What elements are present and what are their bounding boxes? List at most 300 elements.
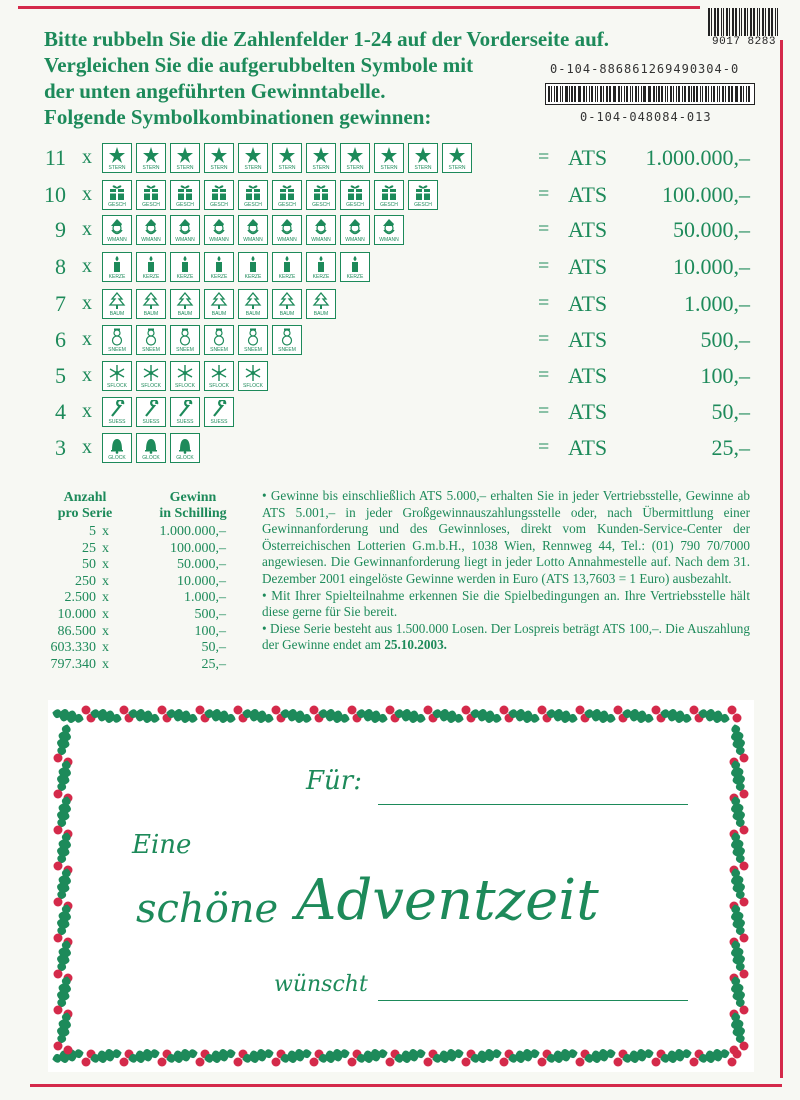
holly-leaf xyxy=(393,707,427,726)
holly-berry xyxy=(462,1058,471,1067)
holly-berry xyxy=(424,1058,433,1067)
holly-leaf xyxy=(621,707,655,726)
symbol-tiles xyxy=(102,433,200,463)
symbol-label: WMANN xyxy=(243,237,263,243)
holly-berry xyxy=(54,898,63,907)
prize-row xyxy=(40,397,760,429)
symbol-tile xyxy=(136,361,166,391)
bell-icon xyxy=(108,436,126,454)
symbol-label: KERZE xyxy=(142,274,160,280)
equals-sign: = xyxy=(538,364,550,386)
ticket-count: 2.500 xyxy=(64,590,96,606)
holly-leaf xyxy=(431,1047,465,1066)
symbol-label: BAUM xyxy=(245,311,261,317)
currency: ATS xyxy=(568,145,608,170)
for-line[interactable] xyxy=(378,804,688,805)
prize-row xyxy=(40,180,760,212)
small-barcode xyxy=(708,8,780,48)
holly-berry xyxy=(500,706,509,715)
payout-end-date: 25.10.2003. xyxy=(384,637,447,653)
symbol-tile xyxy=(306,143,336,173)
barcode-bar xyxy=(746,86,747,102)
equals-sign: = xyxy=(538,436,550,458)
symbol-tile xyxy=(102,289,132,319)
prize-value: 100,– xyxy=(194,623,226,639)
prize-amount: 50,– xyxy=(711,399,750,424)
holly-berry xyxy=(310,706,319,715)
barcode-bar xyxy=(740,86,742,102)
odds-table xyxy=(44,490,244,673)
gift-icon xyxy=(312,183,330,201)
symbol-label: GESCH xyxy=(210,202,228,208)
prize-value: 10.000,– xyxy=(177,573,226,589)
symbol-tile xyxy=(306,252,336,282)
star-icon xyxy=(414,146,432,164)
snowflake-icon xyxy=(176,364,194,382)
barcode-bar xyxy=(670,86,672,102)
times-sign: x xyxy=(82,292,92,314)
barcode-number: 9017 8283 xyxy=(712,36,776,48)
symbol-label: SUESS xyxy=(142,419,160,425)
equals-sign: = xyxy=(538,146,550,168)
barcode-bar xyxy=(578,86,579,102)
barcode-bar xyxy=(673,86,674,102)
symbol-tile xyxy=(204,397,234,427)
holly-berry xyxy=(82,1058,91,1067)
symbol-label: WMANN xyxy=(379,237,399,243)
ticket-count: 86.500 xyxy=(57,623,96,639)
prize-column-header xyxy=(149,490,237,522)
ticket-count: 25 xyxy=(82,540,96,556)
symbol-tile xyxy=(136,143,166,173)
symbol-tile xyxy=(374,180,404,210)
barcode-bar xyxy=(609,86,611,102)
symbol-label: GLOCK xyxy=(142,455,160,461)
holly-leaf xyxy=(355,1047,389,1066)
barcode-bar xyxy=(632,86,633,102)
symbol-tiles xyxy=(102,361,268,391)
barcode-bar xyxy=(693,86,694,102)
symbol-tile xyxy=(102,361,132,391)
holly-berry xyxy=(728,706,737,715)
symbol-label: GESCH xyxy=(278,202,296,208)
symbol-tile xyxy=(306,289,336,319)
times-sign: x xyxy=(82,328,92,350)
symbol-tile xyxy=(272,325,302,355)
currency: ATS xyxy=(568,291,608,316)
greeting-eine: Eine xyxy=(132,830,192,860)
star-icon xyxy=(244,146,262,164)
tree-icon xyxy=(108,292,126,310)
holly-leaf xyxy=(507,1047,541,1066)
barcode-bar xyxy=(691,86,692,102)
candy-icon xyxy=(142,400,160,418)
barcode-bar xyxy=(775,8,776,36)
equals-sign: = xyxy=(538,328,550,350)
symbol-tile xyxy=(204,215,234,245)
holly-berry xyxy=(730,1046,739,1055)
barcode-bar xyxy=(721,8,722,36)
symbol-label: SNEEM xyxy=(108,347,126,353)
prize-row xyxy=(40,215,760,247)
symbol-tile xyxy=(306,215,336,245)
barcode-bar xyxy=(711,8,712,36)
symbol-label: STERN xyxy=(380,165,398,171)
holly-berry xyxy=(500,1058,509,1067)
barcode-bar xyxy=(777,8,779,36)
currency: ATS xyxy=(568,254,608,279)
symbol-label: GLOCK xyxy=(176,455,194,461)
holly-leaf xyxy=(241,1047,275,1066)
barcode-bar xyxy=(606,86,607,102)
holly-leaf xyxy=(659,707,693,726)
holly-berry xyxy=(424,706,433,715)
equals-sign: = xyxy=(538,218,550,240)
star-icon xyxy=(448,146,466,164)
holly-berry xyxy=(740,790,749,799)
barcode-bar xyxy=(614,86,615,102)
bottom-red-edge xyxy=(30,1084,782,1087)
equals-sign: = xyxy=(538,292,550,314)
holly-leaf xyxy=(583,707,617,726)
barcode-bar xyxy=(771,8,773,36)
symbol-label: STERN xyxy=(210,165,228,171)
instruction-line: Bitte rubbeln Sie die Zahlenfelder 1-24 auf der Vorderseite auf. xyxy=(44,27,610,51)
barcode-bar xyxy=(586,86,587,102)
barcode-bar xyxy=(728,86,729,102)
greeting-schoene: schöne xyxy=(136,886,279,932)
barcode-bar xyxy=(562,86,563,102)
barcode-bar xyxy=(736,86,737,102)
symbol-tile xyxy=(374,215,404,245)
prize-value: 500,– xyxy=(194,606,226,622)
barcode-bar xyxy=(574,86,576,102)
symbol-tiles xyxy=(102,397,234,427)
barcode-bar xyxy=(739,8,740,36)
holly-leaf xyxy=(697,1047,731,1066)
prize-row xyxy=(40,325,760,357)
star-icon xyxy=(210,146,228,164)
holly-leaf xyxy=(89,1047,123,1066)
prize-value: 1.000.000,– xyxy=(159,524,226,539)
barcode-bar xyxy=(717,86,718,102)
symbol-label: BAUM xyxy=(313,311,329,317)
holly-leaf xyxy=(431,707,465,726)
symbol-label: GESCH xyxy=(380,202,398,208)
barcode-bar xyxy=(713,86,715,102)
symbol-tile xyxy=(272,180,302,210)
barcode-bar xyxy=(719,86,720,102)
barcode-bar xyxy=(757,8,758,36)
prize-amount: 10.000,– xyxy=(673,254,750,279)
snowflake-icon xyxy=(244,364,262,382)
symbol-label: WMANN xyxy=(277,237,297,243)
prize-value: 50.000,– xyxy=(177,557,226,573)
barcode-bar xyxy=(747,8,748,36)
times-sign: x xyxy=(102,640,109,656)
barcode-bar xyxy=(595,86,596,102)
holly-berry xyxy=(740,862,749,871)
barcode-bar xyxy=(711,86,712,102)
holly-berry xyxy=(576,1058,585,1067)
header-line: in Schilling xyxy=(159,506,227,521)
symbol-count: 10 xyxy=(44,182,66,207)
symbol-tile xyxy=(204,180,234,210)
instructions-heading xyxy=(44,26,610,130)
prize-row xyxy=(40,361,760,393)
symbol-tile xyxy=(170,215,200,245)
ticket-count: 250 xyxy=(75,573,96,589)
symbol-count: 7 xyxy=(55,291,66,316)
holly-leaf xyxy=(165,1047,199,1066)
candy-icon xyxy=(210,400,228,418)
prize-amount: 500,– xyxy=(700,327,750,352)
symbol-count: 8 xyxy=(55,254,66,279)
ticket-count: 50 xyxy=(82,557,96,573)
symbol-label: WMANN xyxy=(175,237,195,243)
symbol-label: GLOCK xyxy=(108,455,126,461)
candle-icon xyxy=(108,255,126,273)
barcode-bar xyxy=(624,86,625,102)
santa-icon xyxy=(108,218,126,236)
barcode-bar xyxy=(750,8,752,36)
symbol-tile xyxy=(136,180,166,210)
gift-icon xyxy=(380,183,398,201)
holly-leaf xyxy=(621,1047,655,1066)
symbol-label: GESCH xyxy=(142,202,160,208)
times-sign: x xyxy=(102,623,109,639)
instruction-line: der unten angeführten Gewinntabelle. xyxy=(44,79,386,103)
symbol-label: SFLOCK xyxy=(140,383,161,389)
currency: ATS xyxy=(568,327,608,352)
prize-row xyxy=(40,143,760,175)
barcode-bar xyxy=(591,86,593,102)
odds-table-header xyxy=(44,490,244,524)
symbol-label: KERZE xyxy=(244,274,262,280)
barcode-bar xyxy=(600,86,602,102)
candle-icon xyxy=(142,255,160,273)
symbol-tile xyxy=(204,289,234,319)
barcode-bar xyxy=(759,8,761,36)
symbol-label: KERZE xyxy=(108,274,126,280)
count-column-header xyxy=(44,490,126,522)
times-sign: x xyxy=(82,364,92,386)
holly-leaf xyxy=(545,1047,579,1066)
times-sign: x xyxy=(82,436,92,458)
symbol-label: SNEEM xyxy=(278,347,296,353)
santa-icon xyxy=(346,218,364,236)
symbol-tile xyxy=(136,215,166,245)
barcode-bar xyxy=(643,86,645,102)
candle-icon xyxy=(312,255,330,273)
barcode-bar xyxy=(635,86,637,102)
symbol-tile xyxy=(136,433,166,463)
barcode-bar xyxy=(569,86,570,102)
symbol-count: 5 xyxy=(55,363,66,388)
candle-icon xyxy=(244,255,262,273)
barcode-bar xyxy=(688,86,690,102)
barcode-bars xyxy=(548,86,752,102)
barcode-bar xyxy=(556,86,558,102)
symbol-tiles xyxy=(102,252,370,282)
symbol-tile xyxy=(204,252,234,282)
symbol-label: GESCH xyxy=(312,202,330,208)
symbol-tile xyxy=(238,361,268,391)
symbol-tile xyxy=(306,180,336,210)
holly-berry xyxy=(386,706,395,715)
symbol-label: BAUM xyxy=(211,311,227,317)
barcode-bar xyxy=(723,8,725,36)
barcode-bar xyxy=(768,8,770,36)
symbol-tiles xyxy=(102,325,302,355)
gift-icon xyxy=(346,183,364,201)
odds-rows xyxy=(44,524,244,673)
odds-row xyxy=(44,640,244,657)
holly-leaf xyxy=(317,1047,351,1066)
barcode-bar xyxy=(684,86,685,102)
ticket-count: 5 xyxy=(89,524,96,539)
symbol-label: SFLOCK xyxy=(208,383,229,389)
terms-paragraph: • Gewinne bis einschließlich ATS 5.000,– erhalten Sie in jeder Vertriebsstelle, Gewinne ab ATS 5.001,– in jeder Großgewinnauszahlungsstelle oder, nach Übermittlung einer Gewinnanforderung und des Gewinnloses, direkt vom Kunden-Service-Center der Österreichischen Lotterien G.m.b.H., 1038 Wien, Rennweg 44, Tel.: (01) 790 70/7000 angewiesen. Die Gewinnanforderung liegt in jeder Lotto Annahmestelle auf. Nach dem 31. Dezember 2001 eingelöste Gewinne werden in Euro (ATS 13,7603 = 1 Euro) ausbezahlt. xyxy=(262,488,750,586)
symbol-tile xyxy=(102,143,132,173)
star-icon xyxy=(312,146,330,164)
barcode-bar xyxy=(682,86,683,102)
symbol-tile xyxy=(170,325,200,355)
holly-berry xyxy=(652,706,661,715)
snowman-icon xyxy=(210,328,228,346)
symbol-label: BAUM xyxy=(109,311,125,317)
holly-berry xyxy=(614,706,623,715)
symbol-label: STERN xyxy=(414,165,432,171)
barcode-bar xyxy=(714,8,716,36)
holly-berry xyxy=(234,706,243,715)
symbol-tile xyxy=(170,180,200,210)
symbol-tile xyxy=(204,325,234,355)
holly-berry xyxy=(64,1046,73,1055)
barcode-bar xyxy=(732,8,734,36)
symbol-tile xyxy=(136,252,166,282)
symbol-tile xyxy=(238,143,268,173)
holly-berry xyxy=(196,1058,205,1067)
santa-icon xyxy=(244,218,262,236)
holly-leaf xyxy=(393,1047,427,1066)
holly-berry xyxy=(348,706,357,715)
holly-berry xyxy=(740,754,749,763)
symbol-label: GESCH xyxy=(176,202,194,208)
santa-icon xyxy=(312,218,330,236)
symbol-label: SFLOCK xyxy=(174,383,195,389)
symbol-label: STERN xyxy=(176,165,194,171)
gift-icon xyxy=(244,183,262,201)
holly-berry xyxy=(54,1042,63,1051)
symbol-label: WMANN xyxy=(107,237,127,243)
holly-berry xyxy=(54,826,63,835)
barcode-bar xyxy=(565,86,567,102)
holly-berry xyxy=(614,1058,623,1067)
holly-berry xyxy=(652,1058,661,1067)
currency: ATS xyxy=(568,182,608,207)
holly-leaf xyxy=(583,1047,617,1066)
symbol-label: GESCH xyxy=(244,202,262,208)
ticket-count: 603.330 xyxy=(50,640,96,656)
prize-amount: 1.000.000,– xyxy=(645,145,750,170)
symbol-label: SNEEM xyxy=(142,347,160,353)
from-line[interactable] xyxy=(378,1000,688,1001)
barcode-bar xyxy=(665,86,666,102)
symbol-tile xyxy=(238,325,268,355)
snowflake-icon xyxy=(108,364,126,382)
tree-icon xyxy=(142,292,160,310)
symbol-tile xyxy=(170,397,200,427)
symbol-label: BAUM xyxy=(143,311,159,317)
barcode-bar xyxy=(743,86,744,102)
barcode-bar xyxy=(656,86,657,102)
barcode-bar xyxy=(583,86,585,102)
barcode-bar xyxy=(735,8,737,36)
odds-row xyxy=(44,607,244,624)
holly-leaf xyxy=(697,707,731,726)
ticket-code-top: 0-104-886861269490304-0 xyxy=(550,62,740,76)
times-sign: x xyxy=(82,183,92,205)
prize-value: 100.000,– xyxy=(170,540,226,556)
odds-row xyxy=(44,557,244,574)
symbol-tile xyxy=(170,252,200,282)
holly-leaf xyxy=(469,707,503,726)
holly-berry xyxy=(120,706,129,715)
symbol-count: 6 xyxy=(55,327,66,352)
equals-sign: = xyxy=(538,400,550,422)
santa-icon xyxy=(278,218,296,236)
holly-berry xyxy=(462,706,471,715)
odds-row xyxy=(44,574,244,591)
odds-row xyxy=(44,624,244,641)
holly-berry xyxy=(538,1058,547,1067)
header-line: Anzahl xyxy=(63,490,107,505)
symbol-label: SUESS xyxy=(176,419,194,425)
prize-value: 25,– xyxy=(201,656,226,672)
snowman-icon xyxy=(244,328,262,346)
symbol-label: WMANN xyxy=(141,237,161,243)
santa-icon xyxy=(176,218,194,236)
prize-amount: 50.000,– xyxy=(673,217,750,242)
holly-berry xyxy=(740,934,749,943)
greeting-card xyxy=(48,700,754,1072)
bell-icon xyxy=(142,436,160,454)
symbol-label: KERZE xyxy=(210,274,228,280)
tree-icon xyxy=(244,292,262,310)
snowflake-icon xyxy=(142,364,160,382)
symbol-label: WMANN xyxy=(345,237,365,243)
prize-value: 1.000,– xyxy=(184,590,226,606)
ticket-count: 797.340 xyxy=(50,656,96,672)
barcode-bar xyxy=(696,86,698,102)
barcode-bar xyxy=(708,86,709,102)
barcode-bar xyxy=(630,86,631,102)
odds-row xyxy=(44,524,244,541)
holly-leaf xyxy=(127,707,161,726)
equals-sign: = xyxy=(538,183,550,205)
snowman-icon xyxy=(176,328,194,346)
gift-icon xyxy=(278,183,296,201)
barcode-bar xyxy=(753,8,755,36)
holly-berry xyxy=(740,898,749,907)
symbol-tile xyxy=(340,252,370,282)
barcode-bar xyxy=(621,86,622,102)
barcode-bar xyxy=(571,86,572,102)
holly-berry xyxy=(576,706,585,715)
holly-berry xyxy=(54,970,63,979)
star-icon xyxy=(108,146,126,164)
